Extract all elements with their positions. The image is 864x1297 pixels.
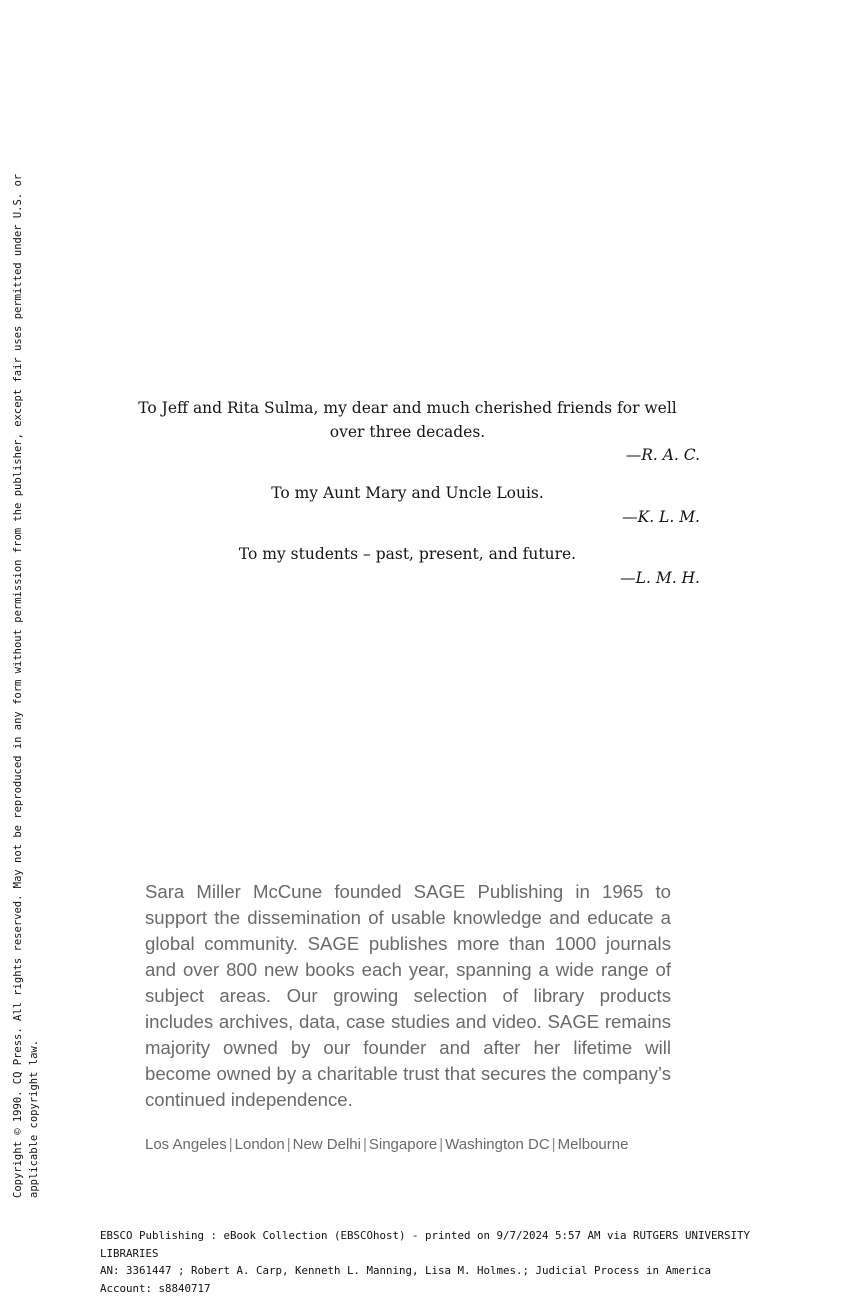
publisher-blurb: Sara Miller McCune founded SAGE Publishing in 1965 to support the dissemination of usable knowledge and educate a global community. SAGE publishes more than 1000 journals and over 800 new books each year, spanning a wide range of subject areas. Our growing selection of library products includes archives, data, case studies and video. SAGE remains majority owned by our founder and after her lifetime will become owned by a charitable trust that secures the company’s continued independence.	[145, 879, 671, 1113]
dedication-3-signature: —L. M. H.	[620, 566, 700, 590]
dedication-2-signature: —K. L. M.	[622, 505, 700, 529]
dedication-3-line-1: To my students – past, present, and future.	[130, 542, 685, 566]
city-melbourne: Melbourne	[558, 1136, 629, 1153]
side-copyright-notice: Copyright © 1990. CQ Press. All rights reserved. May not be reproduced in any form without permission from the publisher, except fair uses permitted under U.S. or applicable copyright law.	[10, 133, 42, 1198]
city-separator: |	[285, 1136, 293, 1153]
city-separator: |	[361, 1136, 369, 1153]
dedication-1-line-2: over three decades.	[130, 420, 685, 444]
city-separator: |	[227, 1136, 235, 1153]
dedication-1-signature: —R. A. C.	[626, 443, 700, 467]
city-washington-dc: Washington DC	[445, 1136, 550, 1153]
city-new-delhi: New Delhi	[293, 1136, 361, 1153]
dedication-1-line-1: To Jeff and Rita Sulma, my dear and much cherished friends for well	[130, 396, 685, 420]
ebsco-footer	[100, 1227, 780, 1297]
publisher-cities	[145, 1135, 685, 1155]
city-london: London	[235, 1136, 285, 1153]
footer-accession-info: AN: 3361447 ; Robert A. Carp, Kenneth L. Manning, Lisa M. Holmes.; Judicial Process in America	[100, 1262, 780, 1280]
footer-print-info: EBSCO Publishing : eBook Collection (EBSCOhost) - printed on 9/7/2024 5:57 AM via RUTGERS UNIVERSITY LIBRARIES	[100, 1227, 780, 1262]
city-separator: |	[437, 1136, 445, 1153]
city-separator: |	[550, 1136, 558, 1153]
dedication-2-line-1: To my Aunt Mary and Uncle Louis.	[130, 481, 685, 505]
footer-account: Account: s8840717	[100, 1280, 780, 1297]
city-los-angeles: Los Angeles	[145, 1136, 227, 1153]
city-singapore: Singapore	[369, 1136, 437, 1153]
